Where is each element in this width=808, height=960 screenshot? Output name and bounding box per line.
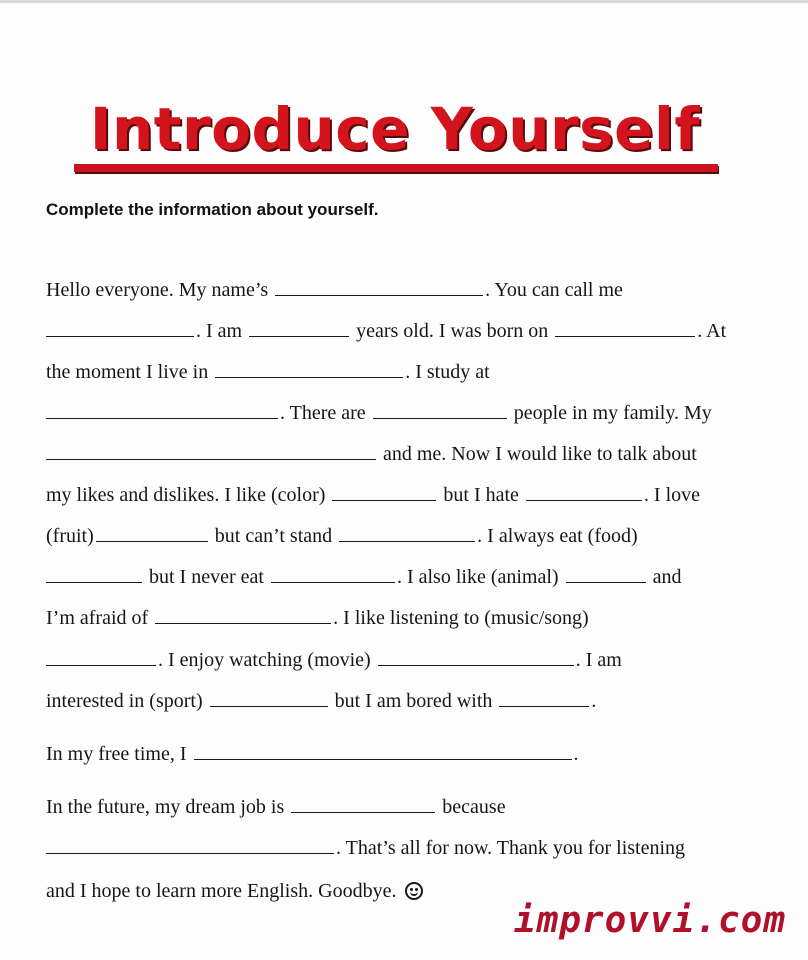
line-text: interested in (sport) [46, 690, 203, 712]
line-text: In my free time, I [46, 743, 187, 765]
watermark-logo: improvvi.com [513, 900, 786, 941]
line-text: years old. I was born on [356, 320, 549, 342]
line-text: . I also like (animal) [396, 566, 559, 588]
animal-blank[interactable] [566, 565, 646, 583]
text-line-14 [46, 836, 685, 860]
smiley-face-icon [405, 882, 423, 900]
bored-with-blank[interactable] [499, 689, 589, 707]
line-text: my likes and dislikes. I like (color) [46, 484, 326, 506]
school-blank[interactable] [46, 401, 278, 419]
text-line-5 [46, 442, 697, 466]
line-text: because [442, 796, 506, 818]
text-line-6 [46, 483, 700, 507]
page-title: Introduce Yourself [89, 95, 701, 163]
text-line-9 [46, 606, 589, 630]
text-line-3 [46, 360, 490, 384]
text-line-1 [46, 278, 623, 302]
never-eat-blank[interactable] [271, 565, 395, 583]
text-line-13 [46, 795, 506, 819]
line-text: . I love [643, 484, 701, 506]
text-line-4 [46, 401, 712, 425]
line-text: . I always eat (food) [477, 525, 638, 547]
line-text: . I am [575, 649, 622, 671]
line-text: but I am bored with [334, 690, 493, 712]
line-text: but I hate [443, 484, 519, 506]
line-text: . You can call me [485, 279, 623, 301]
text-line-8 [46, 565, 681, 589]
line-text: In the future, my dream job is [46, 796, 285, 818]
line-text: but can’t stand [214, 525, 333, 547]
line-text: . [591, 690, 597, 712]
afraid-of-blank[interactable] [155, 606, 331, 624]
music-blank[interactable] [46, 648, 156, 666]
title-underline [74, 164, 718, 172]
liked-color-blank[interactable] [332, 483, 436, 501]
line-text: and I hope to learn more English. Goodbye. [46, 880, 397, 902]
food-blank[interactable] [46, 565, 142, 583]
sport-blank[interactable] [210, 689, 328, 707]
instruction-text: Complete the information about yourself. [46, 200, 379, 219]
nickname-blank[interactable] [46, 319, 194, 337]
text-line-2 [46, 319, 726, 343]
free-time-blank[interactable] [194, 742, 572, 760]
title-block [70, 92, 720, 182]
line-text: . I am [196, 320, 243, 342]
text-line-12 [46, 742, 579, 766]
birthdate-blank[interactable] [555, 319, 695, 337]
residence-blank[interactable] [215, 360, 403, 378]
line-text: . I study at [405, 361, 490, 383]
age-blank[interactable] [249, 319, 349, 337]
dream-job-blank[interactable] [291, 795, 435, 813]
text-line-7 [46, 524, 638, 548]
line-text: Hello everyone. My name’s [46, 279, 269, 301]
text-line-10 [46, 648, 622, 672]
family-count-blank[interactable] [373, 401, 507, 419]
line-text: I’m afraid of [46, 607, 149, 629]
top-border [0, 0, 808, 3]
loved-fruit-blank[interactable] [96, 524, 208, 542]
text-line-11 [46, 689, 596, 713]
reason-blank[interactable] [46, 836, 334, 854]
line-text: . That’s all for now. Thank you for listening [336, 837, 686, 859]
line-text: . I enjoy watching (movie) [158, 649, 371, 671]
name-blank[interactable] [275, 278, 483, 296]
family-members-blank[interactable] [46, 442, 376, 460]
line-text: (fruit) [46, 525, 94, 547]
line-text: and [652, 566, 682, 588]
line-text: . [573, 743, 579, 765]
disliked-fruit-blank[interactable] [339, 524, 475, 542]
line-text: but I never eat [149, 566, 264, 588]
line-text: and me. Now I would like to talk about [383, 443, 697, 465]
line-text: . There are [280, 402, 366, 424]
line-text: . At [697, 320, 727, 342]
line-text: the moment I live in [46, 361, 209, 383]
hated-color-blank[interactable] [526, 483, 642, 501]
text-line-15 [46, 879, 423, 903]
line-text: people in my family. My [513, 402, 712, 424]
line-text: . I like listening to (music/song) [333, 607, 589, 629]
movie-blank[interactable] [378, 648, 574, 666]
